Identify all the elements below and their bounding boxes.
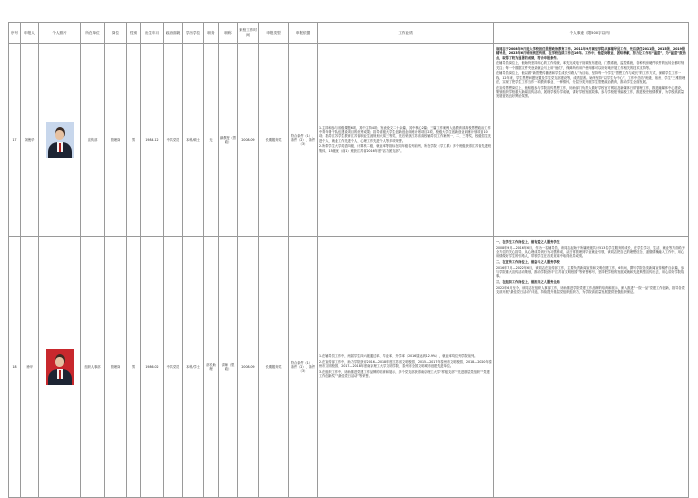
table-row xyxy=(9,237,689,498)
award-type-cell: 长期服务奖 xyxy=(259,44,289,237)
story-heading: 三、在组织工作岗位上，做担当之人服务全局 xyxy=(496,279,560,284)
gender-cell: 男 xyxy=(127,44,141,237)
achievement-item: 1.主持和参与省级课题6项，其中主持4项；发表论文二十余篇，其中核心2篇；三篇工作案例入选教育部高校思想政治工作中青年骨干队伍建设项目的优秀成果；指导省级大学生创新创业训练计划项目2项，校级大学生创新创业训练计划项目10项；指导江苏学生教育江苏省职业生涯规划大赛三等奖，先后荣获江苏省高校辅导员工作案例一、二、三等奖，校级招生先进个人、就业工作先进个人、心理工作先进个人等多项荣誉。 xyxy=(319,125,492,143)
birth-cell: 1986.02 xyxy=(141,237,164,498)
header-photo: 个人照片 xyxy=(39,23,81,44)
story-paragraph: 在辅导员岗位上，他始终坚持用心的工作传统，率先完成电子视频发布建设，门禁系统，监控系统，各种机房硬件软件的运转全都时刻关注；每一个数据文件夹登录就会马上用“他们”，保障所有用户使用都可以好好地开展工作相关的技术支持等。 xyxy=(496,61,685,70)
table-row xyxy=(9,44,689,237)
story-heading: 一、在学生工作岗位上，做有爱之人服务学生 xyxy=(496,240,560,244)
story-paragraph: 2022年6月至今，该同志在组织人事部工作，协助推进学院党建工作品牌的培育和展示，深入推进“一院一品”党建工作创新，指导各党支部开展“最佳党日活动”评选，持续提升基层党组织组织力，为学院高质量发展提供坚强组织保证。 xyxy=(496,285,685,294)
header-personal-story: 个人事迹（限500字以内） xyxy=(494,23,689,44)
story-paragraph: 2016年7月—2022年6月，该同志在宣传部工作，主要负责新闻宣传和文明创建工作，6年间，撰写学院各类新闻宣传稿件百余篇，参与学院重大宣传活动策划，推动学院获评“江苏省文明校园”等荣誉称号，坚持把学校的发展成就和先进典型宣传出去，用心讲好学院故事。 xyxy=(496,265,685,279)
achievements-cell xyxy=(318,237,494,498)
gender-cell: 男 xyxy=(127,237,141,498)
seq-cell: 17 xyxy=(9,44,21,237)
personal-story-cell xyxy=(494,44,689,237)
avatar xyxy=(46,349,74,385)
title-cell: 副教授（思政） xyxy=(219,44,238,237)
name-cell: 刘俊华 xyxy=(21,44,39,237)
story-paragraph: 该同志于2008年9月进入学校担任思想政治教育工作。2011年9月调至学院从事辅导员工作，先后获任2011级、2015级、2019级辅导员，2023年6月转岗到宣传部，在学校连续工作近16年。工作中，他爱岗敬业、团结奉献，努力让工作有“温度”，为“温度”鼓劲点，取得了较为显著的成绩，符合申报条件。 xyxy=(496,47,686,60)
header-post: 岗位 xyxy=(105,23,127,44)
header-birth: 出生年月 xyxy=(141,23,164,44)
story-paragraph: 在宣传思想岗位上，他积极参与学院宣传思想工作，协助部门负责人做好学校官方网站及新媒体日常管理工作，推进融媒体中心建设，策划组织学校重大新闻宣传活动，展现学校办学成就，讲好学校发展故事。参与学校报刊编校工作，推进校史校情教育，为学校高质量发展营造良好舆论氛围。 xyxy=(496,85,685,99)
header-title: 职称 xyxy=(219,23,238,44)
header-politics: 政治面貌 xyxy=(164,23,183,44)
award-type-cell: 长期服务奖 xyxy=(259,237,289,498)
avatar xyxy=(46,122,74,158)
photo-cell xyxy=(39,237,81,498)
post-cell: 管理岗 xyxy=(105,237,127,498)
header-seq: 序号 xyxy=(9,23,21,44)
story-paragraph: 2008年9月—2016年6月，作为一名辅导员，该同志起始于所属班级共计513名学生服务的成长，在学生学习、生活、就业等方面给予全方位的关心指导，从心理成导到行为习惯养成，从日常管理到毕业就业引领，该同志把自己的理想信念、道德情操融入工作中，用心用情做好学生的引路人，带领学生在各类竞赛中取得优异成绩。 xyxy=(496,245,685,259)
photo-cell xyxy=(39,44,81,237)
story-heading: 二、在宣传工作岗位上，做奋斗之人服务学校 xyxy=(496,259,560,264)
header-degree: 学历学位 xyxy=(183,23,204,44)
duty-cell: 部长助理 xyxy=(204,237,219,498)
duty-cell: 无 xyxy=(204,44,219,237)
name-cell: 徐甲 xyxy=(21,237,39,498)
post-cell: 管理岗 xyxy=(105,44,127,237)
birth-cell: 1984.12 xyxy=(141,44,164,237)
header-name: 申报人 xyxy=(21,23,39,44)
header-duty: 职务 xyxy=(204,23,219,44)
achievements-cell xyxy=(318,44,494,237)
unit-cell: 宣传部 xyxy=(81,44,105,237)
join-date-cell: 2008.09 xyxy=(238,44,259,237)
title-cell: 讲师（思政） xyxy=(219,237,238,498)
header-achievements: 工作业绩 xyxy=(318,23,494,44)
header-unit: 所在单位 xyxy=(81,23,105,44)
seq-cell: 18 xyxy=(9,237,21,498)
degree-cell: 本科/硕士 xyxy=(183,44,204,237)
join-date-cell: 2008.09 xyxy=(238,237,259,498)
award-application-sheet xyxy=(8,22,688,498)
header-gender: 性别 xyxy=(127,23,141,44)
header-award-type: 申报类型 xyxy=(259,23,289,44)
basis-cell: 符合条件（1）、条件（2）、条件（3） xyxy=(289,44,318,237)
unit-cell: 组织人事部 xyxy=(81,237,105,498)
achievement-item: 2.所带学生大学英语四级、计算机二级、就业率等指标在同年级名列前列，所在学院（学工系）多个班级获得江苏省先进班集体，15级优（前1）班获江苏省2016年度“活力团支部”。 xyxy=(319,144,491,153)
basis-cell: 符合条件（1）、条件（2）、条件（3） xyxy=(289,237,318,498)
header-join-date: 来校工作时间 xyxy=(238,23,259,44)
politics-cell: 中共党员 xyxy=(164,237,183,498)
achievement-item: 3.在组织工作中，协助推进党建工作品牌的培育和展示，多个党支部获得南京理工大学“样板支部”“先进基层党组织”“党建工作创新奖”“最佳党日活动”等荣誉。 xyxy=(319,369,490,379)
table-header-row xyxy=(9,23,689,44)
story-paragraph: 在辅导员岗位上，他以做“新思想传播者和学生成长引路人”为目标，坚持每一个学生“思想工作与成长”的工作方式，深耕学生工作一线，12年来，学生思想问题处置及学生党支部建设等，成绩显著。始终坚持“以学生为中心”，工作中总结“班级、宿舍、学生”三维管理法，实现了把学生工作当作一项教育事业、一种情怀，分层分类开展学生思想政治教育，推动学生全面发展。 xyxy=(496,71,686,84)
achievement-item: 1.在辅导员工作中，两届学生四六级通过率、毕业率、升学率（2016届达到12.9%），就业率均位列学院前列。 xyxy=(319,354,478,359)
degree-cell: 本科/学士 xyxy=(183,237,204,498)
applicants-table xyxy=(8,22,689,498)
politics-cell: 中共党员 xyxy=(164,44,183,237)
personal-story-cell xyxy=(494,237,689,498)
achievement-item: 2.在宣传部工作中，助力学院获评2016—2018年度江苏省文明校园、2015—2017年泰州市文明校园、2018—2020年泰州市文明校园、2017—2018年度南京理工大学文明学院、泰州市全国文明城市创建先进单位。 xyxy=(319,359,492,369)
header-basis: 申报依据 xyxy=(289,23,318,44)
